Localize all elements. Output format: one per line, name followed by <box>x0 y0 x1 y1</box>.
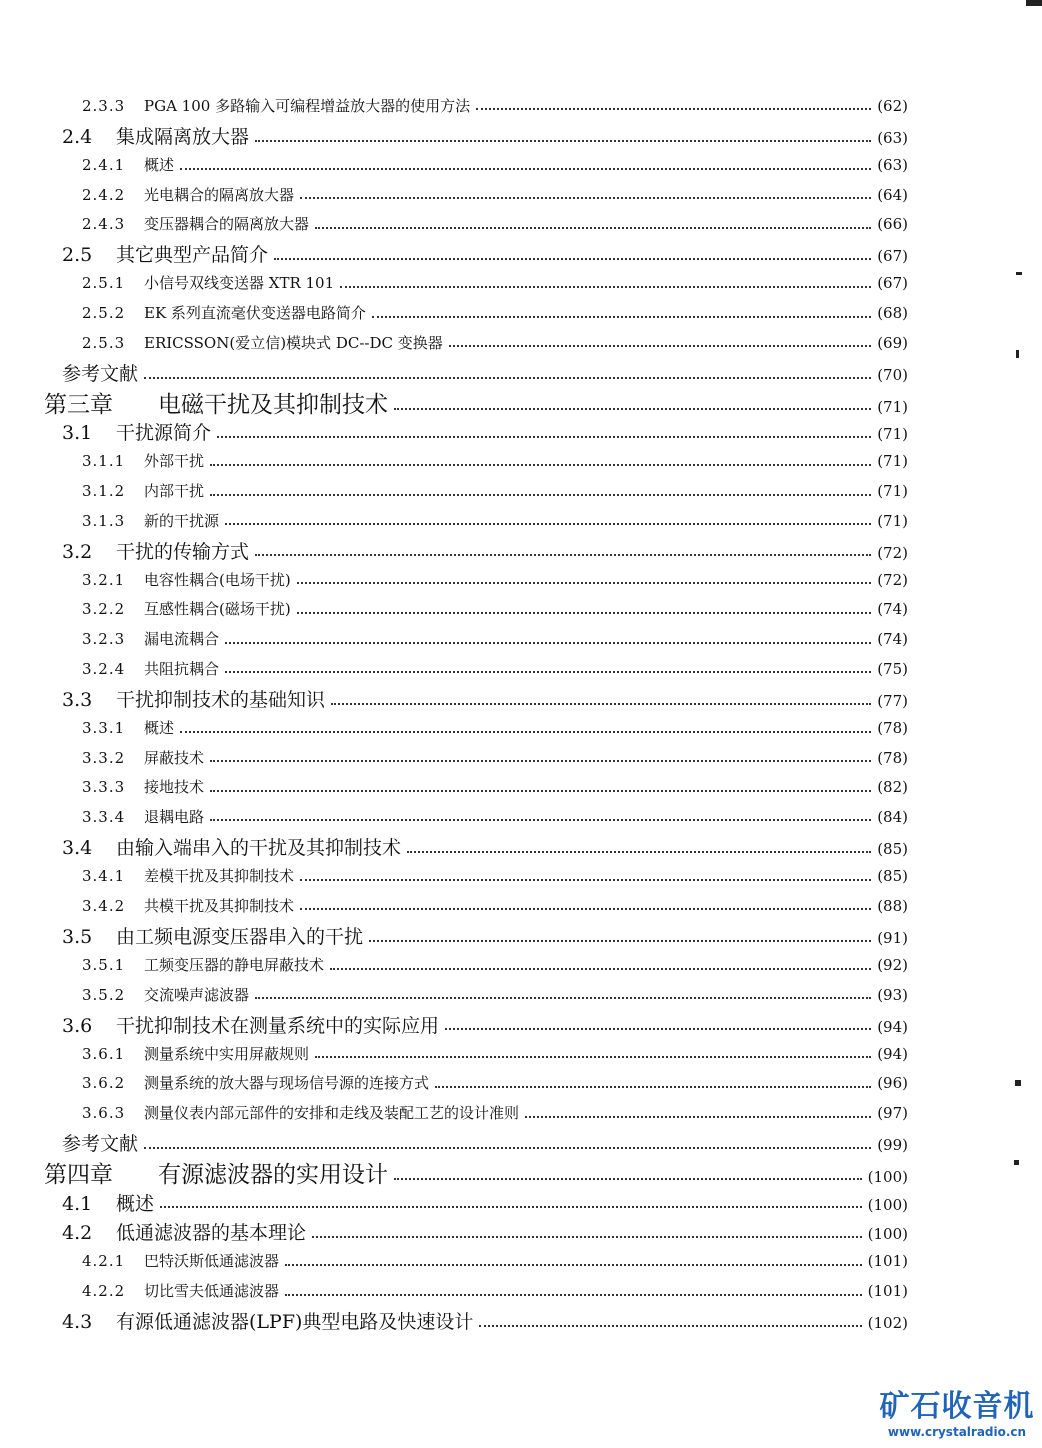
toc-leader-dots <box>394 395 871 410</box>
toc-leader-dots <box>315 1048 871 1058</box>
toc-leader-dots <box>144 1137 871 1149</box>
toc-leader-dots <box>369 929 871 941</box>
toc-entry <box>82 984 908 1005</box>
toc-leader-dots <box>217 425 871 437</box>
toc-leader-dots <box>210 456 871 466</box>
toc-entry <box>82 598 908 619</box>
toc-entry <box>82 332 908 353</box>
toc-entry-page: (97) <box>877 1104 908 1123</box>
toc-entry-title: 由输入端串入的干扰及其抑制技术 <box>116 836 402 859</box>
toc-entry-page: (100) <box>867 1195 908 1214</box>
toc-entry-number: 2.4.2 <box>82 185 126 204</box>
toc-entry <box>62 122 908 149</box>
toc-entry <box>62 1129 908 1156</box>
watermark-url: www.crystalradio.cn <box>887 1425 1027 1439</box>
toc-leader-dots <box>274 248 871 260</box>
toc-entry-number: 2.4.3 <box>82 215 126 234</box>
toc-entry-page: (62) <box>877 96 908 115</box>
toc-entry-title: 概述 <box>144 718 175 737</box>
toc-entry <box>82 95 908 116</box>
toc-entry-number: 3.3.4 <box>82 807 126 826</box>
toc-leader-dots <box>285 1256 862 1266</box>
toc-leader-dots <box>300 870 871 880</box>
toc-entry-page: (77) <box>877 691 908 710</box>
toc-leader-dots <box>315 219 871 229</box>
toc-entry-title: 变压器耦合的隔离放大器 <box>144 215 310 234</box>
toc-leader-dots <box>300 189 871 199</box>
toc-entry-title: 参考文献 <box>62 1133 139 1156</box>
toc-leader-dots <box>525 1107 871 1117</box>
toc-entry <box>82 450 908 471</box>
toc-entry-title: 有源低通滤波器(LPF)典型电路及快速设计 <box>116 1311 474 1334</box>
toc-leader-dots <box>225 515 871 525</box>
toc-entry-number: 4.3 <box>62 1311 93 1334</box>
toc-entry-title: PGA 100 多路输入可编程增益放大器的使用方法 <box>144 96 471 115</box>
toc-leader-dots <box>340 278 871 288</box>
toc-entry-page: (64) <box>877 185 908 204</box>
scan-speck <box>1014 1160 1019 1165</box>
toc-entry-number: 3.3.1 <box>82 718 126 737</box>
toc-entry-title: 集成隔离放大器 <box>116 125 250 148</box>
toc-entry-page: (71) <box>877 511 908 530</box>
toc-entry-number: 3.6.3 <box>82 1104 126 1123</box>
toc-entry-page: (63) <box>877 155 908 174</box>
toc-leader-dots <box>330 959 871 969</box>
toc-entry-page: (71) <box>877 398 908 417</box>
toc-entry-title: 概述 <box>116 1192 155 1215</box>
toc-leader-dots <box>255 544 871 556</box>
toc-entry <box>82 510 908 531</box>
toc-leader-dots <box>180 159 871 169</box>
toc-entry-number: 3.3.2 <box>82 748 126 767</box>
toc-entry-page: (99) <box>877 1136 908 1155</box>
toc-entry <box>82 717 908 738</box>
toc-entry-number: 3.1.2 <box>82 481 126 500</box>
toc-entry <box>82 1250 908 1271</box>
toc-entry-page: (88) <box>877 896 908 915</box>
toc-leader-dots <box>372 307 871 317</box>
toc-entry-number: 4.1 <box>62 1192 93 1215</box>
toc-leader-dots <box>449 337 871 347</box>
toc-entry-page: (70) <box>877 365 908 384</box>
toc-leader-dots <box>210 752 871 762</box>
toc-entry-title: 退耦电路 <box>144 807 205 826</box>
toc-entry-number: 3.2.2 <box>82 600 126 619</box>
toc-entry-number: 3.4 <box>62 836 93 859</box>
toc-entry-number: 2.4 <box>62 125 93 148</box>
toc-entry-number: 2.5.2 <box>82 304 126 323</box>
toc-entry <box>62 240 908 267</box>
toc-entry <box>82 865 908 886</box>
toc-entry-number: 3.1.3 <box>82 511 126 530</box>
toc-entry-number: 3.5 <box>62 925 93 948</box>
toc-entry <box>82 806 908 827</box>
toc-leader-dots <box>435 1078 871 1088</box>
toc-entry-title: 共阻抗耦合 <box>144 659 220 678</box>
toc-entry-page: (67) <box>877 274 908 293</box>
toc-leader-dots <box>160 1196 862 1208</box>
toc-entry <box>82 658 908 679</box>
toc-entry-number: 3.3.3 <box>82 778 126 797</box>
toc-entry-title: 巴特沃斯低通滤波器 <box>144 1252 280 1271</box>
toc-entry-number: 3.2.4 <box>82 659 126 678</box>
toc-entry-page: (67) <box>877 247 908 266</box>
toc-entry-number: 3.4.1 <box>82 867 126 886</box>
toc-entry-title: 参考文献 <box>62 362 139 385</box>
toc-leader-dots <box>300 900 871 910</box>
toc-leader-dots <box>445 1018 871 1030</box>
toc-entry <box>62 685 908 712</box>
watermark-name: 矿石收音机 <box>879 1389 1035 1424</box>
toc-entry-page: (78) <box>877 748 908 767</box>
toc-entry-page: (71) <box>877 425 908 444</box>
toc-entry <box>82 1102 908 1123</box>
scan-speck <box>1015 1080 1021 1086</box>
toc-entry-number: 2.3.3 <box>82 96 126 115</box>
toc-entry <box>62 359 908 386</box>
toc-entry-number: 3.2 <box>62 540 93 563</box>
toc-entry <box>82 1072 908 1093</box>
toc-leader-dots <box>312 1225 862 1237</box>
toc-entry <box>44 386 908 419</box>
toc-entry-page: (85) <box>877 839 908 858</box>
toc-leader-dots <box>210 485 871 495</box>
toc-entry-page: (100) <box>867 1168 908 1187</box>
toc-entry <box>82 154 908 175</box>
toc-entry-page: (100) <box>867 1225 908 1244</box>
toc-entry-number: 2.5 <box>62 244 93 267</box>
toc-entry-page: (71) <box>877 452 908 471</box>
toc-entry-page: (85) <box>877 867 908 886</box>
watermark-logo <box>872 1390 1042 1448</box>
toc-entry-title: 测量仪表内部元部件的安排和走线及装配工艺的设计准则 <box>144 1104 520 1123</box>
toc-entry <box>62 1307 908 1334</box>
toc-entry-number: 第四章 <box>44 1162 113 1189</box>
toc-entry-title: 工频变压器的静电屏蔽技术 <box>144 955 325 974</box>
toc-leader-dots <box>225 633 871 643</box>
toc-leader-dots <box>479 1314 861 1326</box>
toc-entry-page: (75) <box>877 659 908 678</box>
toc-entry <box>82 628 908 649</box>
scan-speck <box>1026 0 1042 6</box>
toc-entry-title: EK 系列直流毫伏变送器电路简介 <box>144 304 366 323</box>
toc-entry-page: (74) <box>877 600 908 619</box>
toc-entry-title: 有源滤波器的实用设计 <box>158 1162 388 1189</box>
toc-entry-title: 互感性耦合(磁场干扰) <box>144 600 291 619</box>
toc-entry-title: 光电耦合的隔离放大器 <box>144 185 295 204</box>
toc-entry-title: 低通滤波器的基本理论 <box>116 1222 307 1245</box>
toc-leader-dots <box>144 366 871 378</box>
toc-entry <box>62 1189 908 1216</box>
toc-entry-number: 3.1 <box>62 422 93 445</box>
toc-entry-page: (91) <box>877 928 908 947</box>
toc-entry <box>82 213 908 234</box>
toc-entry-number: 3.2.3 <box>82 630 126 649</box>
toc-entry-page: (96) <box>877 1074 908 1093</box>
toc-entry <box>62 833 908 860</box>
toc-entry-page: (94) <box>877 1017 908 1036</box>
toc-leader-dots <box>255 989 871 999</box>
toc-entry-title: 外部干扰 <box>144 452 205 471</box>
toc-entry <box>82 1043 908 1064</box>
toc-leader-dots <box>394 1166 862 1181</box>
toc-entry-title: 共模干扰及其抑制技术 <box>144 896 295 915</box>
toc-entry-number: 2.5.1 <box>82 274 126 293</box>
toc-entry-page: (66) <box>877 215 908 234</box>
toc-entry-number: 3.4.2 <box>82 896 126 915</box>
toc-entry-title: 干扰源简介 <box>116 422 212 445</box>
scan-speck <box>1016 350 1019 358</box>
toc-entry <box>82 895 908 916</box>
toc-entry-title: 小信号双线变送器 XTR 101 <box>144 274 335 293</box>
toc-entry-title: 切比雪夫低通滤波器 <box>144 1281 280 1300</box>
toc-entry-number: 4.2.1 <box>82 1252 126 1271</box>
scan-speck <box>1016 272 1022 275</box>
toc-entry <box>82 776 908 797</box>
toc-leader-dots <box>210 782 871 792</box>
toc-entry-title: 差模干扰及其抑制技术 <box>144 867 295 886</box>
toc-leader-dots <box>255 129 871 141</box>
toc-entry-number: 3.5.1 <box>82 955 126 974</box>
toc-entry-page: (71) <box>877 481 908 500</box>
toc-leader-dots <box>331 692 871 704</box>
toc-entry <box>82 954 908 975</box>
toc-entry <box>62 418 908 445</box>
toc-entry-title: 概述 <box>144 155 175 174</box>
toc-entry-page: (69) <box>877 333 908 352</box>
toc-entry-page: (94) <box>877 1044 908 1063</box>
toc-entry-title: 测量系统中实用屏蔽规则 <box>144 1044 310 1063</box>
toc-entry-number: 3.6 <box>62 1014 93 1037</box>
toc-leader-dots <box>225 663 871 673</box>
toc-entry <box>62 537 908 564</box>
toc-entry-title: 其它典型产品简介 <box>116 244 269 267</box>
toc-entry-title: 干扰抑制技术的基础知识 <box>116 688 326 711</box>
toc-entry-number: 4.2 <box>62 1222 93 1245</box>
toc-leader-dots <box>297 604 871 614</box>
toc-entry-title: 新的干扰源 <box>144 511 220 530</box>
toc-entry-number: 第三章 <box>44 392 113 419</box>
toc-entry-page: (68) <box>877 304 908 323</box>
toc-entry <box>82 184 908 205</box>
toc-entry-number: 3.6.2 <box>82 1074 126 1093</box>
toc-entry <box>82 1280 908 1301</box>
toc-entry-number: 3.2.1 <box>82 570 126 589</box>
toc-entry-title: 漏电流耦合 <box>144 630 220 649</box>
toc-entry-number: 4.2.2 <box>82 1281 126 1300</box>
toc-entry-title: 测量系统的放大器与现场信号源的连接方式 <box>144 1074 430 1093</box>
toc-entry-number: 3.3 <box>62 688 93 711</box>
toc-entry-title: 接地技术 <box>144 778 205 797</box>
toc-entry <box>82 480 908 501</box>
toc-entry <box>82 747 908 768</box>
toc-leader-dots <box>407 840 871 852</box>
toc-entry-title: 由工频电源变压器串入的干扰 <box>116 925 364 948</box>
toc-leader-dots <box>285 1285 862 1295</box>
toc-entry-page: (101) <box>867 1281 908 1300</box>
toc-entry-page: (93) <box>877 985 908 1004</box>
toc-entry <box>82 569 908 590</box>
toc-entry-page: (82) <box>877 778 908 797</box>
toc-entry <box>62 1218 908 1245</box>
toc-entry-title: 屏蔽技术 <box>144 748 205 767</box>
toc-entry-page: (84) <box>877 807 908 826</box>
toc-entry-page: (63) <box>877 128 908 147</box>
toc-entry-title: 交流噪声滤波器 <box>144 985 250 1004</box>
toc-entry-page: (78) <box>877 718 908 737</box>
toc-leader-dots <box>476 100 871 110</box>
toc-entry-title: 干扰的传输方式 <box>116 540 250 563</box>
toc-entry-page: (102) <box>867 1314 908 1333</box>
toc-entry-number: 3.6.1 <box>82 1044 126 1063</box>
toc-entry-title: 电磁干扰及其抑制技术 <box>158 392 388 419</box>
toc-entry-page: (72) <box>877 543 908 562</box>
toc-entry <box>82 302 908 323</box>
toc-entry <box>62 922 908 949</box>
toc-entry-number: 3.5.2 <box>82 985 126 1004</box>
toc-entry-page: (74) <box>877 630 908 649</box>
toc-leader-dots <box>297 574 871 584</box>
toc-entry-title: 内部干扰 <box>144 481 205 500</box>
toc-entry-page: (72) <box>877 570 908 589</box>
toc-entry-title: ERICSSON(爱立信)模块式 DC--DC 变换器 <box>144 333 443 352</box>
toc-entry-number: 2.5.3 <box>82 333 126 352</box>
toc-entry <box>44 1156 908 1189</box>
toc-entry-title: 电容性耦合(电场干扰) <box>144 570 291 589</box>
toc-entry <box>82 272 908 293</box>
toc-entry <box>62 1011 908 1038</box>
toc-entry-page: (101) <box>867 1252 908 1271</box>
toc-entry-number: 2.4.1 <box>82 155 126 174</box>
toc-leader-dots <box>180 722 871 732</box>
toc-entry-number: 3.1.1 <box>82 452 126 471</box>
toc-entry-title: 干扰抑制技术在测量系统中的实际应用 <box>116 1014 440 1037</box>
toc-leader-dots <box>210 811 871 821</box>
toc-entry-page: (92) <box>877 955 908 974</box>
